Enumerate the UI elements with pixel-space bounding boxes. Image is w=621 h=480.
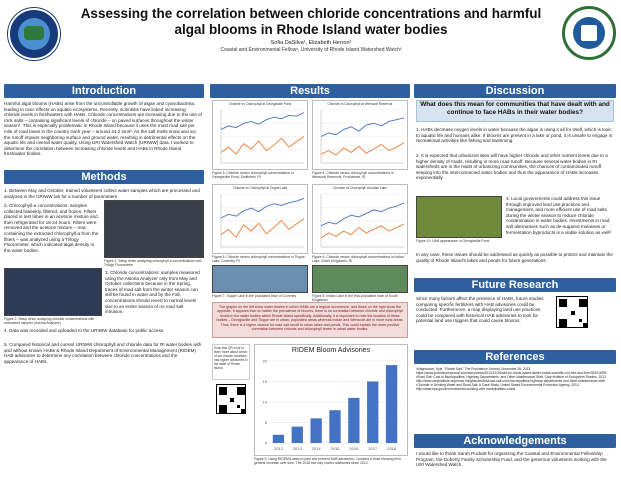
bar bbox=[329, 410, 340, 443]
bar bbox=[310, 418, 321, 443]
x-tick-label: 2013 bbox=[292, 446, 302, 451]
results-info-box: The graphs on the left show water bodies in which HABs are a regular occurrence, and those on the right show the opposite. It appears that no matter the prevalence of blooms, there is no correlation between chloride and chlorophyll levels in the water bodies within Rhode Island specifically. Additionally, it is important to note the location of these bodies – Georgiaville and Tiogue are in urban, populated areas whereas Indian and Wenscott are in more rural areas. Thus, there is a higher chance for road salt runoff to urban lakes and ponds. This could explain the more positive correlation between chloride and chlorophyll levels in urban water bodies. bbox=[212, 302, 408, 338]
figure-3-caption: Figure 3: Chloride versus chlorophyll concentrations in Georgiaville Pond, Smithfield, RI bbox=[212, 171, 294, 179]
future-research-heading: Future Research bbox=[414, 278, 616, 292]
x-tick-label: 2014 bbox=[311, 446, 321, 451]
figure-2-caption: Figure 2: Setup when analyzing chloride concentrations with automated sampler (Astoria Analyzer) bbox=[4, 317, 95, 325]
figure-5-caption: Figure 5: Chloride versus chlorophyll concentrations in Tiogue Lake, Coventry, RI bbox=[212, 255, 305, 263]
indian-lake-photo bbox=[312, 265, 408, 293]
line-chart-svg bbox=[213, 107, 307, 169]
poster-authors: Sofia DaSilva¹, Elizabeth Herron² bbox=[270, 40, 352, 46]
figure-4-caption: Figure 4: Chloride versus chlorophyll concentrations in Wenscott Reservoir, Providence, RI bbox=[312, 171, 394, 179]
logo-emblem bbox=[581, 25, 597, 41]
introduction-heading: Introduction bbox=[4, 84, 204, 98]
series-line-1 bbox=[321, 118, 404, 137]
series-line-1 bbox=[321, 203, 404, 226]
y-tick-label: 10 bbox=[262, 399, 267, 405]
discussion-question: What does this mean for communities that have dealt with and continue to face HABs in their water bodies? bbox=[416, 100, 614, 122]
astoria-analyzer-photo bbox=[4, 268, 102, 316]
series-line-2 bbox=[321, 224, 404, 238]
bar bbox=[292, 427, 303, 443]
bar bbox=[386, 365, 397, 443]
methods-heading: Methods bbox=[4, 170, 204, 184]
chart-title: Chloride vs Chlorophyll at Georgiaville Pond bbox=[228, 102, 292, 106]
methods-step-1: 1. Between May and October, trained volunteers collect water samples which are processed and analyzed in the URIWW lab for a number of parameters. bbox=[4, 188, 200, 199]
x-tick-label: 2016 bbox=[349, 446, 359, 451]
results-qr-code[interactable] bbox=[216, 384, 246, 414]
series-line-2 bbox=[221, 219, 304, 238]
chart-georgiaville bbox=[212, 100, 308, 170]
line-chart-svg bbox=[213, 191, 307, 253]
x-tick-label: 2012 bbox=[273, 446, 283, 451]
y-tick-label: 5 bbox=[264, 420, 267, 425]
poster-title: Assessing the correlation between chloride concentrations and harmful algal blooms in Rhode Island water bodies bbox=[80, 6, 542, 37]
series-line-1 bbox=[221, 113, 304, 130]
future-research-qr-code[interactable] bbox=[556, 296, 588, 328]
chart-indian bbox=[312, 184, 408, 254]
line-chart-svg bbox=[313, 191, 407, 253]
chart-title: RIDEM Bloom Advisories bbox=[291, 347, 371, 354]
bar bbox=[348, 398, 359, 443]
qr-side-text: Scan this QR code to learn more about which of our chosen locations had higher advisories in the state of Rhode Island. bbox=[212, 344, 250, 380]
introduction-text: Harmful algal blooms (HABs) arise from the uncontrollable growth of algae and cyanobacteria, leading to toxic effects on aquatic ecosystems. Recently, scientists have linked increasing chloride levels in freshwaters with HABs. Chloride concentrations are increasing due to the use of rock salts – containing significant levels of chloride – on paved surfaces throughout the winter season¹. This is especially problematic in Rhode Island because it uses the most road salt per mile of road lanes in the country each year – around 44.2 tons². As the salt melts snow and ice, the runoff impairs neighboring surface and ground water, resulting in detrimental effects on the aquatic life and overall water quality. Using URI Watershed Watch (URIWW) data, I worked to determine the correlation between increasing chloride levels and HABs in Rhode Island freshwater bodies. bbox=[4, 101, 202, 157]
line-chart-svg bbox=[313, 107, 407, 169]
y-tick-label: 15 bbox=[262, 379, 267, 384]
tiogue-lake-photo bbox=[212, 265, 308, 293]
y-tick-label: 0 bbox=[264, 440, 267, 446]
discussion-point-3: 3. Local governments could address this issue through improved land use practices and management, and more efficient use of road salts during the winter season to reduce chloride contamination in water bodies. Investments in road salt alternatives such as de-sugared molasses or fermentation byproducts is a viable solution as well³. bbox=[506, 196, 613, 235]
figure-1-caption: Figure 1: Setup when analyzing chlorophyll-a concentrations with Trilogy Fluorometer bbox=[104, 259, 202, 267]
bar-chart-svg bbox=[255, 357, 407, 455]
discussion-heading: Discussion bbox=[414, 84, 616, 98]
methods-step-3: 3. Chloride concentrations: samples measured using the Astoria Analyzer only from May and October collections because in the Spring, traces of road salt from the winter season can still be found in water and by the Fall, concentrations should revert to normal levels due to an entire season of no road salt intrusion. bbox=[105, 270, 200, 315]
x-tick-label: 2015 bbox=[330, 446, 340, 451]
methods-step-5: 5. Compared historical and current URIWW chlorophyll and chloride data for RI water bodies with and without known HABs & Rhode Island Department of Environmental Management (RIDEM) HAB advisories to determine any correlation between chloride concentrations and the appearance of HABs. bbox=[4, 342, 202, 364]
chart-title: Chloride vs Chlorophyll at Indian Lake bbox=[333, 186, 387, 190]
y-tick-label: 20 bbox=[262, 358, 267, 364]
figure-8-caption: Figure 8: Indian Lake in the less-populated town of South Kingstown bbox=[312, 294, 398, 302]
logo-landscape bbox=[24, 26, 44, 40]
methods-step-4: 4. Data was recorded and uploaded to the URIWW database for public access. bbox=[4, 328, 165, 333]
figure-7-caption: Figure 7: Tiogue Lake in the populated town of Coventry bbox=[212, 294, 297, 298]
bar bbox=[367, 382, 378, 444]
results-heading: Results bbox=[210, 84, 410, 98]
figure-10-caption: Figure 10: HAB appearance in Georgiaville Pond bbox=[416, 239, 490, 243]
figure-9-caption: Figure 9: Using RIDEM's data on past and present HAB advisories, I created a chart showing their general increase over time. The 2018 bar only covers advisories since 2012. bbox=[254, 457, 402, 465]
series-line-1 bbox=[221, 198, 304, 217]
methods-step-2: 2. Chlorophyll-a concentrations: samples collected biweekly, filtered, and frozen. Filters placed in test tubes in an acetone mixture and then refrigerated for 18-24 hours. Filters were removed and the acetone mixture – now containing the extracted chlorophyll-a from the filters – was analyzed using a Trilogy Fluorometer, which indicated algal density in the water bodies. bbox=[4, 203, 99, 253]
uri-logo bbox=[8, 8, 60, 60]
references-heading: References bbox=[414, 350, 616, 364]
figure-6-caption: Figure 6: Chloride versus chlorophyll concentrations in Indian Lake, South Kingstown, RI bbox=[312, 255, 404, 263]
acknowledgements-text: I would like to thank Sarah Puckett for organizing the Coastal and Environmental Fellowship Program, the Doherty Family Scholarship Fund, and the generous volunteers working with the URI Watershed Watch. bbox=[416, 451, 607, 468]
discussion-conclusion: In any case, these issues should be addressed as quickly as possible to protect and maintain the quality of Rhode Island's lakes and ponds for future generations. bbox=[416, 252, 613, 263]
bar bbox=[273, 435, 284, 443]
chart-wenscott bbox=[312, 100, 408, 170]
series-line-2 bbox=[221, 137, 304, 155]
chart-title: Chloride vs Chlorophyll at Wenscott Reservoir bbox=[327, 102, 393, 106]
georgiaville-hab-photo bbox=[416, 196, 502, 238]
acknowledgements-heading: Acknowledgements bbox=[414, 434, 616, 448]
chart-title: Chloride vs Chlorophyll at Tiogue Lake bbox=[232, 186, 288, 190]
chart-tiogue bbox=[212, 184, 308, 254]
discussion-point-1: 1. HABs decrease oxygen levels in water because the algae is using it all for itself, which is toxic to aquatic life and humans alike. If blooms are present in a lake or pond, it is unsafe to engage in recreational activities like fishing and swimming. bbox=[416, 127, 613, 144]
discussion-point-2: 2. It is expected that urbanized sites will have higher chloride and other nutrient levels due to a higher density of roads, resulting in more road runoff. Because several water bodies in RI watersheds are in the midst of urbanizing communities, the chances of contaminated runoff seeping into the interconnected water bodies and thus the appearance of HABs increases exponentially. bbox=[416, 153, 608, 181]
poster-affiliation: Coastal and Environmental Fellow¹, University of Rhode Island Watershed Watch² bbox=[220, 47, 402, 53]
series-line-2 bbox=[321, 143, 404, 155]
x-tick-label: 2017 bbox=[368, 446, 378, 451]
future-research-text: Since many factors affect the presence of HABs, future studies comparing specific fertilizers with HAB advisories could be conducted. Furthermore, a map displaying land use practices could be compared with historical HAB advisories to look for potential land use triggers that could cause blooms. bbox=[416, 296, 544, 324]
fluorometer-photo bbox=[104, 200, 204, 258]
cooperative-extension-logo bbox=[562, 6, 616, 60]
x-tick-label: 2018 bbox=[387, 446, 397, 451]
ridem-advisories-chart bbox=[254, 344, 408, 456]
references-text: ¹Magnusson, Kyle. "Rhode Salt." The Providence Journal, November 26, 2013. https://www.providencejournal.com/story/news/2013/11/26/salt-for-rhode-island-winter-roads-scientific-not-free-and-free/35191699/. ²Road Salt: Cost to Municipalities, Highway Departments, and Other Maintenance Staff. Cary Institute of Ecosystem Studies, 2013. http://www.caryinstitute.org/news-insights/articles/road-salt-cost-municipalities-highway-departments-and-other-maintenance-staff. ³Chloride in Drinking Water and Road Salt: A Case Study. United States Environmental Protection Agency, 2010. http://www.epa.gov/environmental-working-with-municipalities-roads. bbox=[416, 367, 608, 392]
